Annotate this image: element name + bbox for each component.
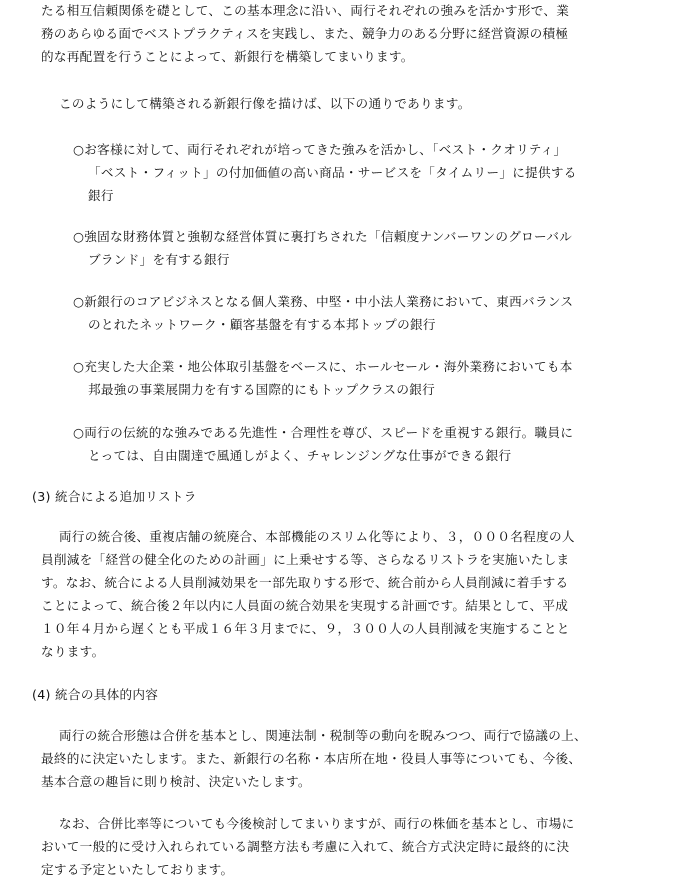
intro-line-1: たる相互信頼関係を礎として、この基本理念に沿い、両行それぞれの強みを活かす形で、業 <box>41 3 570 18</box>
section-4-heading: (4) 統合の具体的内容 <box>32 687 159 702</box>
bullet-1-line-3: 銀行 <box>88 188 114 203</box>
section-4-p1-line-3: 基本合意の趣旨に則り検討、決定いたします。 <box>41 774 311 789</box>
section-3-heading: (3) 統合による追加リストラ <box>32 489 197 504</box>
section-4-p1-line-1: 両行の統合形態は合併を基本とし、関連法制・税制等の動向を睨みつつ、両行で協議の上、 <box>59 728 587 743</box>
section-4-p2-line-1: なお、合併比率等についても今後検討してまいりますが、両行の株価を基本とし、市場に <box>59 816 575 831</box>
vision-lead: このようにして構築される新銀行像を描けば、以下の通りであります。 <box>59 96 471 111</box>
bullet-4-line-1: ○充実した大企業・地公体取引基盤をベースに、ホールセール・海外業務においても本 <box>73 359 573 374</box>
bullet-1-line-1: ○お客様に対して、両行それぞれが培ってきた強みを活かし、「ベスト・クオリティ」 <box>73 142 567 157</box>
section-3-line-5: １０年４月から遅くとも平成１６年３月までに、９，３００人の人員削減を実施することと <box>41 621 570 636</box>
section-4-p2-line-3: 定する予定といたしております。 <box>41 862 234 877</box>
section-3-line-2: 員削減を「経営の健全化のための計画」に上乗せする等、さらなるリストラを実施いたしま <box>41 552 570 567</box>
section-3-line-6: なります。 <box>41 644 105 659</box>
bullet-5-line-1: ○両行の伝統的な強みである先進性・合理性を尊び、スピードを重視する銀行。職員に <box>73 425 574 440</box>
section-3-line-4: ことによって、統合後２年以内に人員面の統合効果を実現する計画です。結果として、平成 <box>41 598 569 613</box>
bullet-3-line-2: のとれたネットワーク・顧客基盤を有する本邦トップの銀行 <box>88 317 436 332</box>
bullet-1-line-2: 「ベスト・フィット」の付加価値の高い商品・サービスを「タイムリー」に提供する <box>88 165 577 180</box>
bullet-5-line-2: とっては、自由闊達で風通しがよく、チャレンジングな仕事ができる銀行 <box>88 448 512 463</box>
section-4-p1-line-2: 最終的に決定いたします。また、新銀行の名称・本店所在地・役員人事等についても、今後、 <box>41 751 582 766</box>
intro-line-2: 務のあらゆる面でベストプラクティスを実践し、また、競争力のある分野に経営資源の積極 <box>41 26 569 41</box>
bullet-4-line-2: 邦最強の事業展開力を有する国際的にもトップクラスの銀行 <box>88 382 435 397</box>
bullet-3-line-1: ○新銀行のコアビジネスとなる個人業務、中堅・中小法人業務において、東西バランス <box>73 294 574 309</box>
intro-line-3: 的な再配置を行うことによって、新銀行を構築してまいります。 <box>41 49 414 64</box>
bullet-2-line-2: ブランド」を有する銀行 <box>88 252 230 267</box>
section-3-line-1: 両行の統合後、重複店舗の統廃合、本部機能のスリム化等により、３，０００名程度の人 <box>59 529 575 544</box>
section-3-line-3: す。なお、統合による人員削減効果を一部先取りする形で、統合前から人員削減に着手する <box>41 575 569 590</box>
bullet-2-line-1: ○強固な財務体質と強靭な経営体質に裏打ちされた「信頼度ナンバーワンのグローバル <box>73 229 573 244</box>
section-4-p2-line-2: おいて一般的に受け入れられている調整方法も考慮に入れて、統合方式決定時に最終的に決 <box>41 839 570 854</box>
